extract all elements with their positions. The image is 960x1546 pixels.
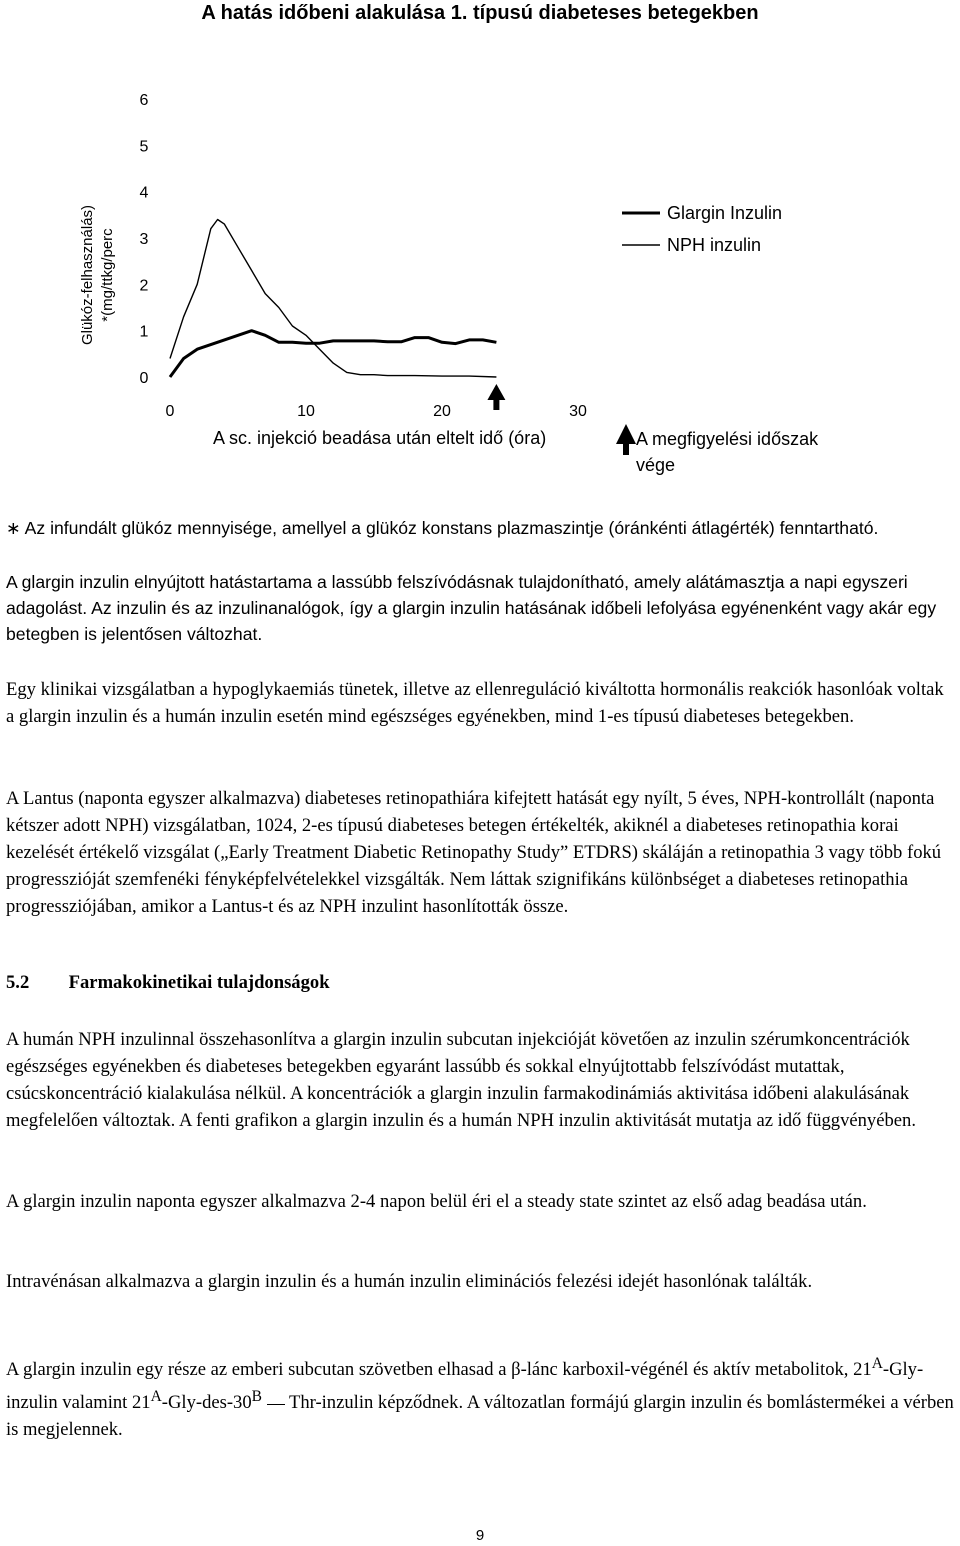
paragraph-metabolites — [6, 1350, 956, 1443]
legend-label: NPH inzulin — [667, 235, 762, 255]
y-tick-label: 6 — [139, 92, 149, 109]
y-tick-label: 0 — [139, 370, 149, 387]
page-number: 9 — [475, 1527, 485, 1544]
x-tick-label: 0 — [165, 403, 175, 420]
section-title: Farmakokinetikai tulajdonságok — [68, 972, 330, 993]
footnote-star: ∗ — [6, 518, 21, 538]
series-line-glargin — [170, 331, 496, 377]
glucose-utilization-chart — [0, 80, 960, 480]
paragraph-pharmacokinetics: A humán NPH inzulinnal összehasonlítva a glargin inzulin subcutan injekcióját követően az inzulin szérumkoncentrációk egészséges egyénekben és diabeteses betegekben egyaránt lassúbb és sokkal elnyújtottabb felszívódást mutattak, csúcskoncentráció kialakulása nélkül. A koncentrációk a glargin inzulin farmakodinámiás aktivitása időbeni alakulásának megfelelően változtak. A fenti grafikon a glargin inzulin és a humán NPH inzulin aktivitását mutatja az idő függvényében. — [6, 1029, 916, 1131]
paragraph-steady-state: A glargin inzulin naponta egyszer alkalmazva 2-4 napon belül éri el a steady state szintet az első adag beadása után. — [6, 1191, 867, 1212]
y-axis-label-line2: *(mg/ttkg/perc — [99, 228, 116, 322]
metabolites-sup-2: A — [150, 1388, 162, 1406]
y-axis-label-line1: Glükóz-felhasználás) — [79, 204, 96, 346]
metabolites-text-c: -Gly-des-30 — [161, 1392, 252, 1414]
metabolites-text-b: -Gly-inzulin valamint 21 — [6, 1359, 924, 1414]
end-arrow-legend-icon — [616, 424, 636, 455]
x-tick-label: 20 — [433, 403, 451, 420]
paragraph-hypoglycaemia: Egy klinikai vizsgálatban a hypoglykaemiás tünetek, illetve az ellenreguláció kiváltotta hormonális reakciók hasonlóak voltak a glargin inzulin és a humán inzulin esetén mind egészséges egyénekben, mind 1-es típusú diabeteses betegekben. — [6, 679, 944, 727]
metabolites-text-d: Thr-inzulin képződnek. A változatlan formájú glargin inzulin és bomlástermékei a vérben is megjelennek. — [6, 1392, 954, 1441]
y-tick-label: 1 — [139, 323, 149, 341]
end-of-observation-arrow-icon — [487, 384, 505, 410]
y-tick-label: 4 — [139, 184, 149, 202]
y-tick-labels — [140, 92, 149, 387]
section-number: 5.2 — [6, 972, 30, 993]
legend — [622, 203, 782, 255]
footnote-paragraph — [6, 515, 956, 541]
metabolites-sup-1: A — [871, 1355, 883, 1372]
paragraph-glargin-duration: A glargin inzulin elnyújtott hatástartama a lassúbb felszívódásnak tulajdonítható, amely alátámasztja a napi egyszeri adagolást. Az inzulin és az inzulinanalógok, így a glargin inzulin hatásának időbeli lefolyása egyénenként vagy akár egy betegben is jelentősen változhat. — [6, 572, 937, 644]
footnote-text: Az infundált glükóz mennyisége, amellyel a glükóz konstans plazmaszintje (óránkénti átlagérték) fenntartható. — [24, 518, 879, 538]
paragraph-retinopathy: A Lantus (naponta egyszer alkalmazva) diabeteses retinopathiára kifejtett hatását egy nyílt, 5 éves, NPH-kontrollált (naponta kétszer adott NPH) vizsgálatban, 1024, 2-es típusú diabeteses betegen értékelték, akiknél a diabeteses retinopathia korai kezelését értékelő vizsgálat („Early Treatment Diabetic Retinopathy Study” ETDRS) skáláján a retinopathia 3 vagy több fokú progresszióját szemfenéki fényképfelvételekkel vizsgálták. Nem láttak szignifikáns különbséget a diabeteses retinopathia progressziójában, amikor a Lantus-t és az NPH inzulint hasonlították össze. — [6, 788, 942, 917]
series-lines — [170, 220, 496, 378]
x-axis-label: A sc. injekció beadása után eltelt idő (óra) — [213, 428, 547, 448]
x-tick-label: 30 — [569, 403, 587, 420]
metabolites-text-a: A glargin inzulin egy része az emberi subcutan szövetben elhasad a β-lánc karboxil-végénél és aktív metabolitok, 21 — [6, 1359, 872, 1381]
end-annotation-text: A megfigyelési időszak vége — [636, 429, 819, 475]
x-tick-label: 10 — [297, 403, 315, 420]
dash-line — [267, 1404, 285, 1405]
y-tick-label: 3 — [139, 231, 149, 248]
x-tick-labels — [166, 403, 587, 420]
paragraph-elimination: Intravénásan alkalmazva a glargin inzulin és a humán inzulin eliminációs felezési idejét hasonlónak találták. — [6, 1271, 813, 1292]
y-tick-label: 5 — [139, 138, 149, 156]
end-marker — [487, 384, 505, 410]
y-tick-label: 2 — [139, 277, 149, 295]
series-line-nph — [170, 220, 496, 378]
legend-label: Glargin Inzulin — [667, 203, 783, 223]
section-heading — [6, 972, 330, 994]
page-title: A hatás időbeni alakulása 1. típusú diabeteses betegekben — [201, 2, 759, 24]
metabolites-sup-3: B — [251, 1388, 262, 1406]
